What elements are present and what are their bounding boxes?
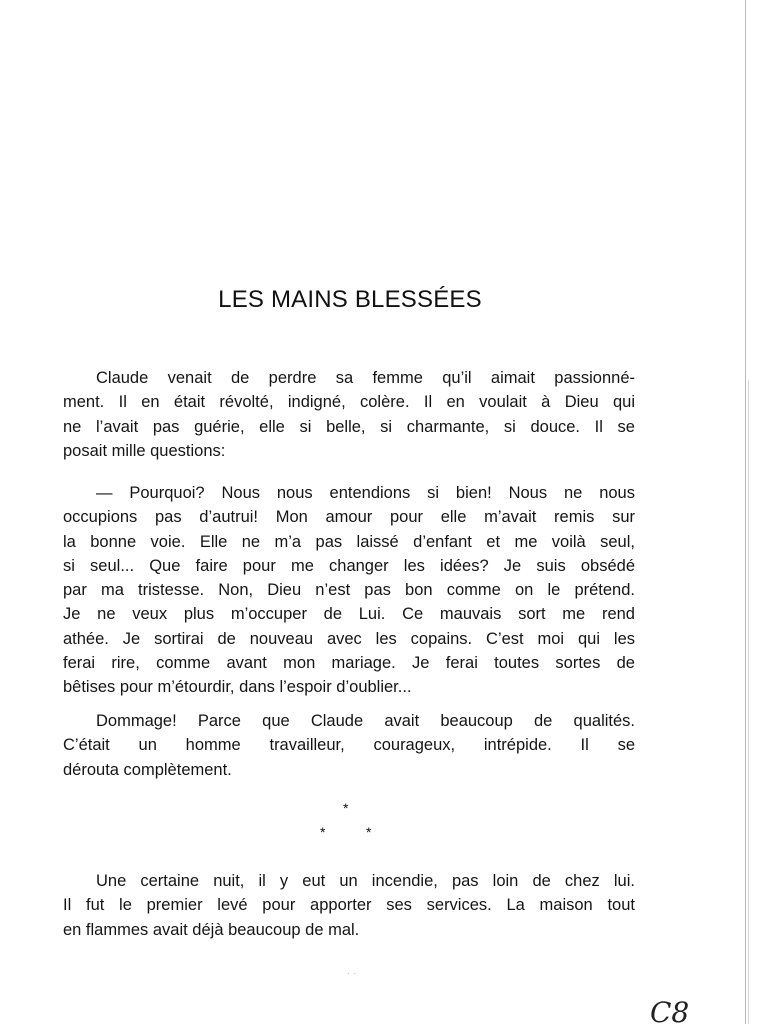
page-number: C8 — [650, 996, 690, 1029]
paragraph-3 — [63, 709, 635, 782]
paragraph-2 — [63, 481, 635, 700]
chapter-title — [0, 286, 700, 314]
page-edge-line — [745, 0, 746, 1024]
text-line: athée. Je sortirai de nouveau avec les copains. C’est moi qui les — [63, 629, 635, 648]
text-line: Claude venait de perdre sa femme qu’il aimait passionné- — [96, 369, 635, 387]
text-line: dérouta complètement. — [63, 760, 232, 779]
chapter-title-text: LES MAINS BLESSÉES — [218, 286, 482, 313]
text-line: en flammes avait déjà beaucoup de mal. — [63, 920, 360, 939]
text-line: bêtises pour m’étourdir, dans l’espoir d’oublier... — [63, 678, 412, 697]
section-separator-star: * — [320, 824, 326, 840]
section-separator-star: * — [343, 800, 349, 816]
paragraph-4 — [63, 869, 635, 942]
text-line: Dommage! Parce que Claude avait beaucoup de qualités. — [96, 712, 635, 730]
text-line: ment. Il en était révolté, indigné, colère. Il en voulait à Dieu qui — [63, 393, 635, 412]
text-line: si seul... Que faire pour me changer les idées? Je suis obsédé — [63, 556, 635, 575]
text-line: Il fut le premier levé pour apporter ses services. La maison tout — [63, 896, 635, 915]
text-line: posait mille questions: — [63, 441, 226, 460]
text-line: la bonne voie. Elle ne m’a pas laissé d’enfant et me voilà seul, — [63, 532, 635, 551]
page-edge-line-inner — [748, 380, 749, 1024]
text-line: occupions pas d’autrui! Mon amour pour elle m’avait remis sur — [63, 508, 635, 527]
text-line: Je ne veux plus m’occuper de Lui. Ce mauvais sort me rend — [63, 605, 635, 624]
text-line: — Pourquoi? Nous nous entendions si bien! Nous ne nous — [96, 484, 635, 502]
text-line: par ma tristesse. Non, Dieu n’est pas bon comme on le prétend. — [63, 581, 635, 600]
paragraph-1 — [63, 366, 635, 463]
text-line: C’était un homme travailleur, courageux, intrépide. Il se — [63, 736, 635, 755]
text-line: ne l’avait pas guérie, elle si belle, si charmante, si douce. Il se — [63, 417, 635, 436]
scan-speck: · · — [347, 968, 357, 979]
section-separator-star: * — [366, 824, 372, 840]
text-line: ferai rire, comme avant mon mariage. Je ferai toutes sortes de — [63, 654, 635, 673]
text-line: Une certaine nuit, il y eut un incendie, pas loin de chez lui. — [96, 872, 635, 890]
